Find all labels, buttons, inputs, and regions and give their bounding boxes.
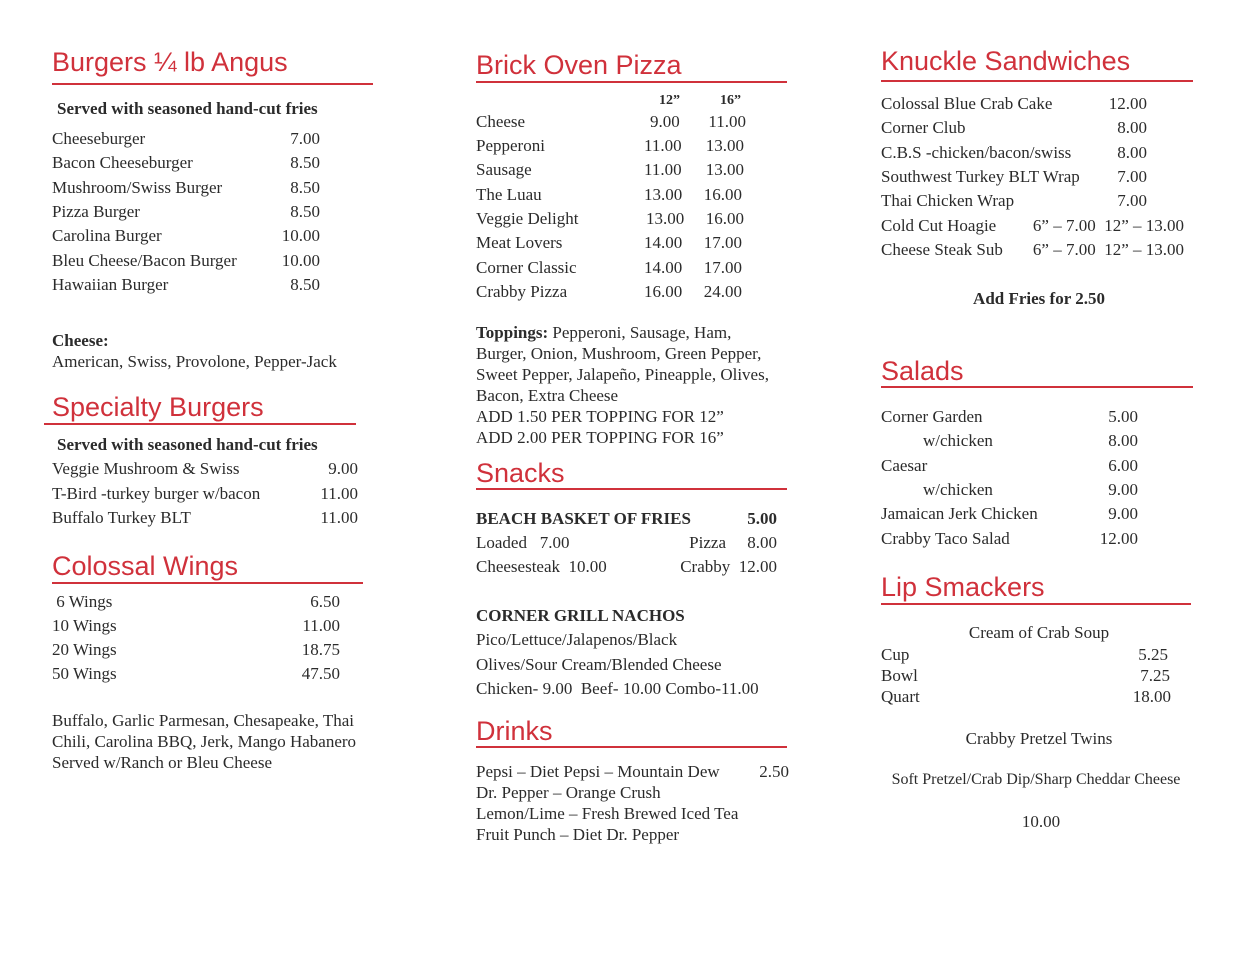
item-name: Carolina Burger <box>52 226 162 245</box>
menu-item <box>52 178 320 198</box>
item-name: Corner Garden <box>881 407 983 426</box>
item-name: Hawaiian Burger <box>52 275 169 294</box>
pizza-row <box>476 185 742 205</box>
fries-price: 5.00 <box>747 509 777 528</box>
drinks-line: Pepsi – Diet Pepsi – Mountain Dew <box>476 762 720 781</box>
pizza-name: Pepperoni <box>476 136 545 155</box>
nachos-line: Chicken- 9.00 Beef- 10.00 Combo-11.00 <box>476 679 759 698</box>
wing-flavors-line: Served w/Ranch or Bleu Cheese <box>52 753 272 772</box>
pizza-price-12: 11.00 <box>644 160 682 179</box>
menu-item <box>881 216 1184 236</box>
pizza-price-12: 13.00 <box>644 185 683 204</box>
pizza-price-16: 16.00 <box>705 209 744 228</box>
menu-item <box>881 240 1184 260</box>
item-price: 9.00 <box>328 459 358 478</box>
fries-options-row <box>476 533 777 553</box>
menu-item <box>881 456 1138 476</box>
salads-heading: Salads <box>881 356 964 386</box>
item-name: Corner Club <box>881 118 966 137</box>
item-price: 7.00 <box>290 129 320 148</box>
wing-flavors-line: Buffalo, Garlic Parmesan, Chesapeake, Thai <box>52 711 354 730</box>
pizza-name: Crabby Pizza <box>476 282 568 301</box>
drinks-divider <box>476 746 787 748</box>
item-name: Quart <box>881 687 920 706</box>
item-price: 8.50 <box>290 153 320 172</box>
item-price: 8.50 <box>290 178 320 197</box>
pizza-price-16: 17.00 <box>703 233 742 252</box>
item-name: Caesar <box>881 456 928 475</box>
knuckle-heading: Knuckle Sandwiches <box>881 46 1131 76</box>
toppings-line: Bacon, Extra Cheese <box>476 386 619 405</box>
drinks-heading: Drinks <box>476 716 553 746</box>
item-price: 9.00 <box>1108 504 1138 523</box>
item-name: Colossal Blue Crab Cake <box>881 94 1053 113</box>
drinks-price: 2.50 <box>759 762 789 781</box>
pizza-name: Cheese <box>476 112 526 131</box>
item-price: 9.00 <box>1108 480 1138 499</box>
item-price: 12.00 <box>1108 94 1147 113</box>
menu-item <box>881 644 1168 665</box>
add-fries-note: Add Fries for 2.50 <box>973 289 1105 308</box>
pizza-fries: Pizza 8.00 <box>689 533 777 552</box>
item-price: 8.50 <box>290 275 320 294</box>
item-name: Veggie Mushroom & Swiss <box>52 459 240 478</box>
pizza-divider <box>476 81 787 83</box>
item-name: Bleu Cheese/Bacon Burger <box>52 251 237 270</box>
item-name: Mushroom/Swiss Burger <box>52 178 223 197</box>
item-price: 8.00 <box>1108 431 1138 450</box>
menu-item <box>881 529 1138 549</box>
lip-smackers-divider <box>881 603 1191 605</box>
pizza-row <box>476 112 746 132</box>
cheese-list: American, Swiss, Provolone, Pepper-Jack <box>52 352 337 371</box>
item-price: 6” – 7.00 12” – 13.00 <box>1032 240 1184 259</box>
pizza-price-12: 13.00 <box>646 209 685 228</box>
menu-item <box>881 143 1147 163</box>
burgers-divider <box>52 83 373 85</box>
item-name: Thai Chicken Wrap <box>881 191 1015 210</box>
nachos-title: CORNER GRILL NACHOS <box>476 606 685 625</box>
pizza-heading: Brick Oven Pizza <box>476 50 682 80</box>
pizza-price-16: 13.00 <box>705 136 744 155</box>
drinks-line: Lemon/Lime – Fresh Brewed Iced Tea <box>476 804 739 823</box>
drinks-line: Fruit Punch – Diet Dr. Pepper <box>476 825 680 844</box>
crabby-fries: Crabby 12.00 <box>680 557 777 576</box>
item-name: Pizza Burger <box>52 202 140 221</box>
wings-heading: Colossal Wings <box>52 551 239 581</box>
pizza-name: The Luau <box>476 185 542 204</box>
item-price: 5.00 <box>1108 407 1138 426</box>
menu-item <box>52 202 320 222</box>
item-price: 6” – 7.00 12” – 13.00 <box>1032 216 1184 235</box>
pizza-row <box>476 209 744 229</box>
item-price: 8.00 <box>1117 118 1147 137</box>
salads-divider <box>881 386 1193 388</box>
fries-title: BEACH BASKET OF FRIES <box>476 509 691 528</box>
menu-item <box>52 153 320 173</box>
cheese-label: Cheese: <box>52 331 109 350</box>
menu-item <box>52 251 320 271</box>
specialty-subtitle: Served with seasoned hand-cut fries <box>57 435 318 454</box>
item-price: 10.00 <box>281 251 320 270</box>
item-price: 11.00 <box>302 616 340 635</box>
menu-item <box>52 664 340 684</box>
pizza-price-16: 16.00 <box>703 185 742 204</box>
menu-item <box>52 484 358 504</box>
menu-item <box>52 616 340 636</box>
pizza-price-12: 14.00 <box>644 233 683 252</box>
snacks-divider <box>476 488 787 490</box>
wings-divider <box>52 582 363 584</box>
pizza-name: Corner Classic <box>476 258 577 277</box>
item-price: 6.00 <box>1108 456 1138 475</box>
pizza-name: Veggie Delight <box>476 209 579 228</box>
item-price: 6.50 <box>310 592 340 611</box>
pizza-price-16: 11.00 <box>708 112 746 131</box>
specialty-heading: Specialty Burgers <box>52 392 264 422</box>
item-name: 50 Wings <box>52 664 117 683</box>
item-price: 8.00 <box>1117 143 1147 162</box>
pizza-price-16: 17.00 <box>703 258 742 277</box>
menu-item <box>52 508 358 528</box>
menu-item <box>881 191 1147 211</box>
pizza-price-12: 16.00 <box>644 282 683 301</box>
item-price: 5.25 <box>1138 645 1168 664</box>
size-16-header: 16” <box>720 93 741 108</box>
item-price: 18.75 <box>301 640 340 659</box>
drinks-row <box>476 762 789 782</box>
pizza-name: Sausage <box>476 160 532 179</box>
item-name: Buffalo Turkey BLT <box>52 508 191 527</box>
item-name: Bowl <box>881 666 918 685</box>
menu-item <box>881 407 1138 427</box>
pizza-row <box>476 258 742 278</box>
snacks-heading: Snacks <box>476 458 565 488</box>
item-price: 7.00 <box>1117 167 1147 186</box>
soup-title: Cream of Crab Soup <box>968 623 1110 642</box>
nachos-line: Olives/Sour Cream/Blended Cheese <box>476 655 722 674</box>
item-name: Southwest Turkey BLT Wrap <box>881 167 1080 186</box>
fries-options-row <box>476 557 777 577</box>
pizza-price-16: 24.00 <box>703 282 742 301</box>
menu-item <box>52 226 320 246</box>
item-price: 8.50 <box>290 202 320 221</box>
item-name: w/chicken <box>923 480 993 499</box>
item-name: Crabby Taco Salad <box>881 529 1010 548</box>
item-price: 11.00 <box>320 484 358 503</box>
item-name: Cheeseburger <box>52 129 146 148</box>
item-name: 10 Wings <box>52 616 117 635</box>
burgers-heading: Burgers ¼ lb Angus <box>52 47 288 77</box>
menu-item <box>52 459 358 479</box>
item-name: Cold Cut Hoagie <box>881 216 997 235</box>
pizza-row <box>476 160 744 180</box>
item-name: Jamaican Jerk Chicken <box>881 504 1038 523</box>
loaded-fries: Loaded 7.00 <box>476 533 570 552</box>
menu-item <box>52 275 320 295</box>
menu-item <box>881 665 1170 686</box>
lip-smackers-heading: Lip Smackers <box>881 572 1045 602</box>
menu-item <box>881 504 1138 524</box>
item-name: Bacon Cheeseburger <box>52 153 193 172</box>
pizza-price-16: 13.00 <box>705 160 744 179</box>
cheesesteak-fries: Cheesesteak 10.00 <box>476 557 607 576</box>
size-12-header: 12” <box>659 93 680 108</box>
pretzel-description: Soft Pretzel/Crab Dip/Sharp Cheddar Cheese <box>891 771 1181 788</box>
item-price: 10.00 <box>281 226 320 245</box>
item-price: 12.00 <box>1099 529 1138 548</box>
menu-item <box>881 167 1147 187</box>
pizza-row <box>476 233 742 253</box>
menu-item <box>881 686 1171 707</box>
item-price: 11.00 <box>320 508 358 527</box>
toppings-line: ADD 1.50 PER TOPPING FOR 12” <box>476 407 724 426</box>
item-price: 18.00 <box>1132 687 1171 706</box>
item-price: 7.25 <box>1140 666 1170 685</box>
drinks-line: Dr. Pepper – Orange Crush <box>476 783 661 802</box>
menu-item <box>52 129 320 149</box>
item-name: 6 Wings <box>52 592 113 611</box>
wing-flavors-line: Chili, Carolina BBQ, Jerk, Mango Habanero <box>52 732 357 751</box>
pizza-row <box>476 282 742 302</box>
item-name: 20 Wings <box>52 640 117 659</box>
pizza-price-12: 14.00 <box>644 258 683 277</box>
pretzel-title: Crabby Pretzel Twins <box>965 729 1113 748</box>
toppings-line <box>476 322 731 343</box>
pizza-row <box>476 136 744 156</box>
toppings-line: ADD 2.00 PER TOPPING FOR 16” <box>476 428 724 447</box>
toppings-text: Pepperoni, Sausage, Ham, <box>548 323 732 342</box>
toppings-label: Toppings: <box>476 323 549 342</box>
toppings-line: Sweet Pepper, Jalapeño, Pineapple, Olives, <box>476 365 769 384</box>
item-name: T-Bird -turkey burger w/bacon <box>52 484 261 503</box>
menu-item <box>52 640 340 660</box>
item-name: w/chicken <box>923 431 993 450</box>
menu-item <box>881 94 1147 114</box>
item-name: C.B.S -chicken/bacon/swiss <box>881 143 1072 162</box>
nachos-line: Pico/Lettuce/Jalapenos/Black <box>476 630 678 649</box>
knuckle-divider <box>881 80 1193 82</box>
specialty-divider <box>44 423 356 425</box>
pizza-name: Meat Lovers <box>476 233 563 252</box>
item-name: Cheese Steak Sub <box>881 240 1003 259</box>
menu-item <box>881 118 1147 138</box>
fries-row <box>476 509 777 529</box>
pizza-price-12: 11.00 <box>644 136 682 155</box>
menu-item <box>52 592 340 612</box>
pizza-price-12: 9.00 <box>650 112 680 131</box>
menu-item <box>881 480 1138 500</box>
pretzel-price: 10.00 <box>1021 812 1061 831</box>
item-price: 7.00 <box>1117 191 1147 210</box>
item-name: Cup <box>881 645 910 664</box>
item-price: 47.50 <box>301 664 340 683</box>
menu-item <box>881 431 1138 451</box>
burgers-subtitle: Served with seasoned hand-cut fries <box>57 99 318 118</box>
toppings-line: Burger, Onion, Mushroom, Green Pepper, <box>476 344 762 363</box>
